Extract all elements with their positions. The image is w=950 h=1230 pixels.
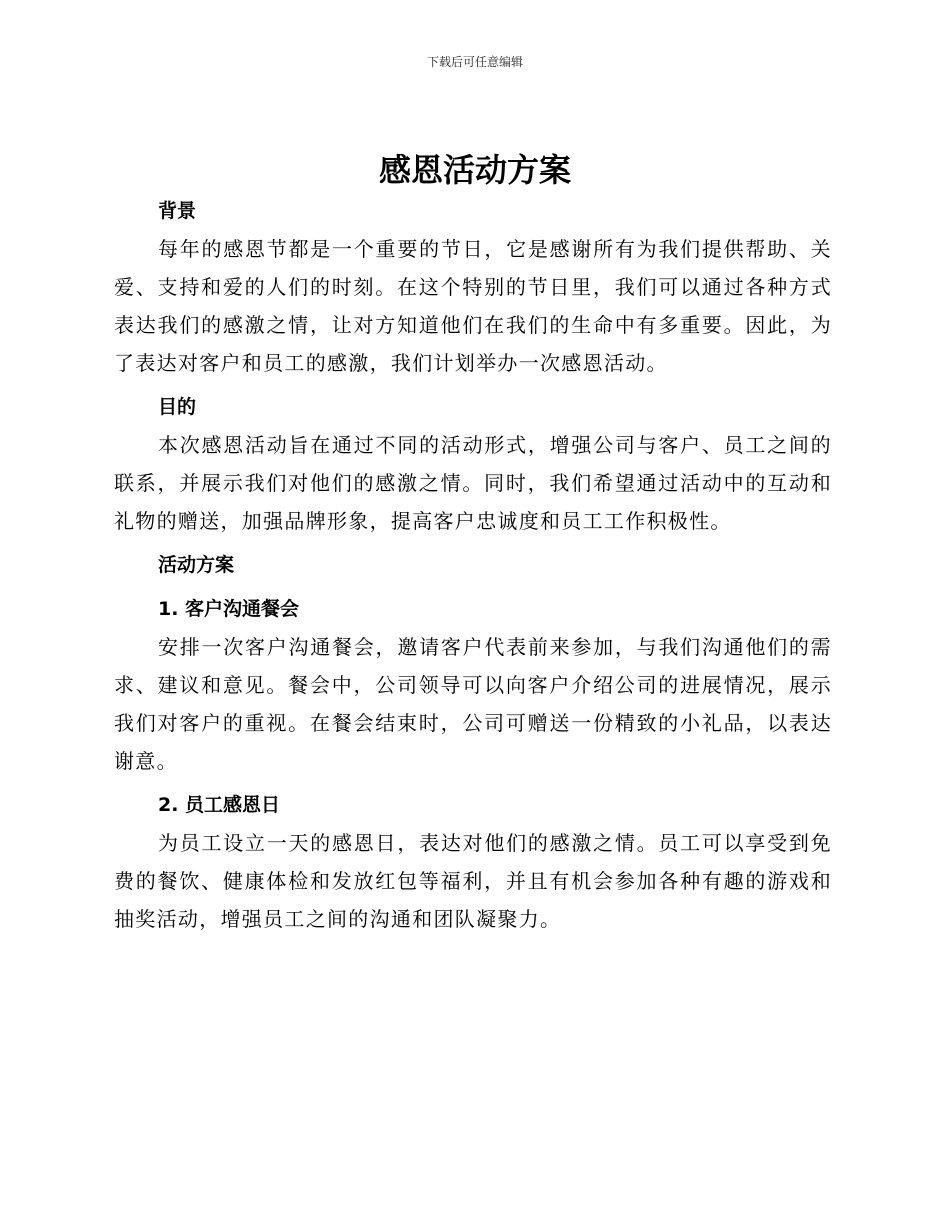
document-title: 感恩活动方案 — [378, 151, 571, 189]
plan-item-heading-employee-day: 2. 员工感恩日 — [158, 794, 281, 816]
plan-item-body-customer-dinner: 安排一次客户沟通餐会，邀请客户代表前来参加，与我们沟通他们的需求、建议和意见。餐会中，公司领导可以向客户介绍公司的进展情况，展示我们对客户的重视。在餐会结束时，公司可赠送一份精致的小礼品，以表达谢意。 — [114, 635, 832, 773]
section-body-purpose: 本次感恩活动旨在通过不同的活动形式，增强公司与客户、员工之间的联系，并展示我们对他们的感激之情。同时，我们希望通过活动中的互动和礼物的赠送，加强品牌形象，提高客户忠诚度和员工工作积极性。 — [114, 433, 832, 533]
section-heading-purpose: 目的 — [158, 396, 197, 418]
page-header-note: 下载后可任意编辑 — [426, 55, 523, 69]
section-heading-plan: 活动方案 — [158, 554, 235, 576]
section-heading-background: 背景 — [158, 200, 197, 222]
plan-item-body-employee-day: 为员工设立一天的感恩日，表达对他们的感激之情。员工可以享受到免费的餐饮、健康体检和发放红包等福利，并且有机会参加各种有趣的游戏和抽奖活动，增强员工之间的沟通和团队凝聚力。 — [114, 831, 832, 931]
plan-item-heading-customer-dinner: 1. 客户沟通餐会 — [158, 598, 300, 620]
section-body-background: 每年的感恩节都是一个重要的节日，它是感谢所有为我们提供帮助、关爱、支持和爱的人们的时刻。在这个特别的节日里，我们可以通过各种方式表达我们的感激之情，让对方知道他们在我们的生命中有多重要。因此，为了表达对客户和员工的感激，我们计划举办一次感恩活动。 — [114, 237, 832, 375]
document-body — [114, 192, 832, 938]
